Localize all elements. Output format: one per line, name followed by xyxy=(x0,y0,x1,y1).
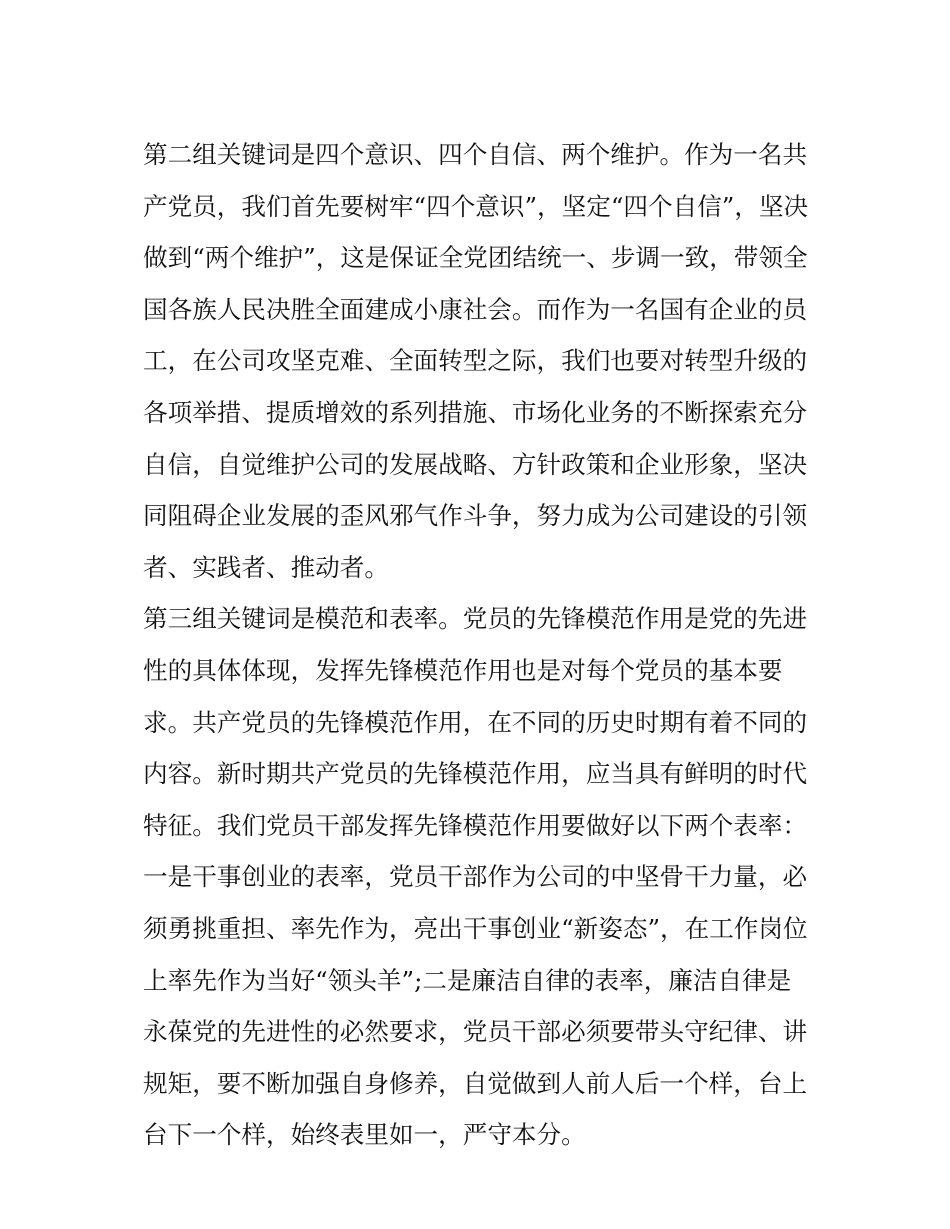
text-line: 第三组关键词是模范和表率。党员的先锋模范作用是党的先进 xyxy=(143,604,808,634)
text-line: 自信，自觉维护公司的发展战略、方针政策和企业形象，坚决 xyxy=(143,449,808,479)
text-line: 上率先作为当好“领头羊”;二是廉洁自律的表率，廉洁自律是 xyxy=(143,965,792,995)
text-line: 性的具体体现，发挥先锋模范作用也是对每个党员的基本要 xyxy=(143,655,783,685)
body-text xyxy=(143,129,813,1161)
text-line: 台下一个样，始终表里如一，严守本分。 xyxy=(143,1120,586,1150)
text-line: 做到“两个维护”，这是保证全党团结统一、步调一致，带领全 xyxy=(143,243,808,273)
text-line: 第二组关键词是四个意识、四个自信、两个维护。作为一名共 xyxy=(143,140,808,169)
text-line: 须勇挑重担、率先作为，亮出干事创业“新姿态”，在工作岗位 xyxy=(143,913,808,943)
text-line: 规矩，要不断加强自身修养，自觉做到人前人后一个样，台上 xyxy=(143,1068,808,1098)
text-line: 工，在公司攻坚克难、全面转型之际，我们也要对转型升级的 xyxy=(143,346,808,376)
text-line: 同阻碍企业发展的歪风邪气作斗争，努力成为公司建设的引领 xyxy=(143,501,808,531)
text-line: 产党员，我们首先要树牢“四个意识”，坚定“四个自信”，坚决 xyxy=(143,191,809,221)
text-line: 永葆党的先进性的必然要求，党员干部必须要带头守纪律、讲 xyxy=(143,1017,808,1047)
text-line: 一是干事创业的表率，党员干部作为公司的中坚骨干力量，必 xyxy=(143,862,808,892)
text-line: 内容。新时期共产党员的先锋模范作用，应当具有鲜明的时代 xyxy=(143,759,808,789)
text-line: 求。共产党员的先锋模范作用，在不同的历史时期有着不同的 xyxy=(143,707,808,737)
text-line: 各项举措、提质增效的系列措施、市场化业务的不断探索充分 xyxy=(143,397,808,427)
text-line: 者、实践者、推动者。 xyxy=(143,552,389,582)
text-line: 国各族人民决胜全面建成小康社会。而作为一名国有企业的员 xyxy=(143,294,808,324)
text-line: 特征。我们党员干部发挥先锋模范作用要做好以下两个表率： xyxy=(143,810,808,840)
